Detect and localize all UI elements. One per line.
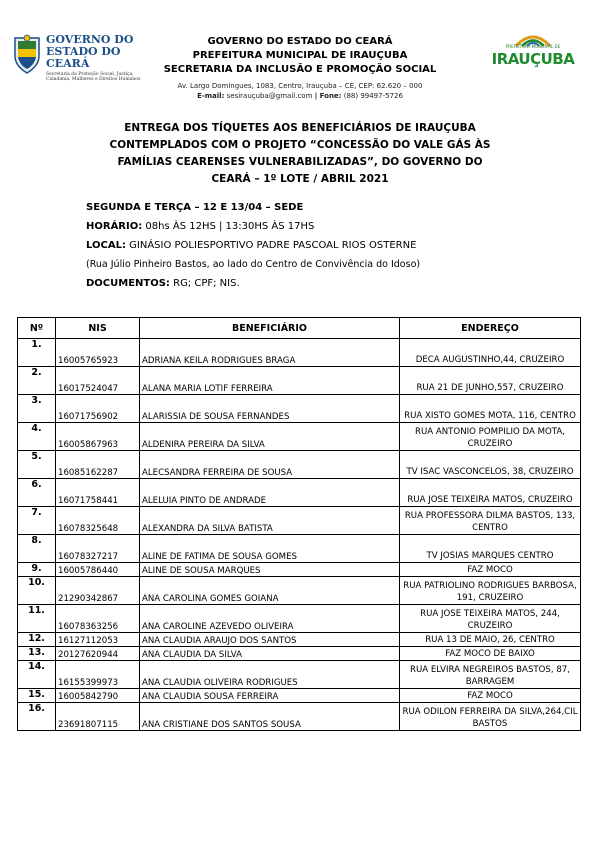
beneficiary-table <box>17 317 581 731</box>
row-number: 7. <box>18 507 56 535</box>
table-row <box>18 395 581 423</box>
row-number: 13. <box>18 647 56 661</box>
documentos-label: DOCUMENTOS: <box>86 278 170 289</box>
local-value: GINÁSIO POLIESPORTIVO PADRE PASCOAL RIOS OSTERNE <box>129 240 417 251</box>
table-row <box>18 703 581 731</box>
row-beneficiario: ALINE DE FATIMA DE SOUSA GOMES <box>140 535 400 563</box>
row-endereco: RUA 13 DE MAIO, 26, CENTRO <box>400 633 581 647</box>
row-endereco: DECA AUGUSTINHO,44, CRUZEIRO <box>400 339 581 367</box>
row-endereco: FAZ MOCO DE BAIXO <box>400 647 581 661</box>
row-number: 2. <box>18 367 56 395</box>
header-line1: GOVERNO DO ESTADO DO CEARÁ <box>207 36 393 47</box>
col-header-nis: NIS <box>56 318 140 339</box>
col-header-endereco: ENDEREÇO <box>400 318 581 339</box>
row-endereco: TV JOSIAS MARQUES CENTRO <box>400 535 581 563</box>
row-endereco: RUA 21 DE JUNHO,557, CRUZEIRO <box>400 367 581 395</box>
row-nis: 16005842790 <box>56 689 140 703</box>
row-nis: 20127620944 <box>56 647 140 661</box>
info-date-text: SEGUNDA E TERÇA – 12 E 13/04 – SEDE <box>86 202 304 213</box>
row-beneficiario: ANA CAROLINA GOMES GOIANA <box>140 577 400 605</box>
row-beneficiario: ALINE DE SOUSA MARQUES <box>140 563 400 577</box>
table-row <box>18 339 581 367</box>
col-header-beneficiario: BENEFICIÁRIO <box>140 318 400 339</box>
row-nis: 16078327217 <box>56 535 140 563</box>
table-row <box>18 535 581 563</box>
phone-value: (88) 99497-5726 <box>343 92 403 100</box>
row-beneficiario: ALEXANDRA DA SILVA BATISTA <box>140 507 400 535</box>
governo-ceara-text <box>46 34 152 82</box>
documentos-value: RG; CPF; NIS. <box>173 278 240 289</box>
header-line3: SECRETARIA DA INCLUSÃO E PROMOÇÃO SOCIAL <box>163 64 437 75</box>
row-number: 15. <box>18 689 56 703</box>
title-line2: CONTEMPLADOS COM O PROJETO “CONCESSÃO DO VALE GÁS ÀS <box>109 139 491 151</box>
row-number: 10. <box>18 577 56 605</box>
table-row <box>18 479 581 507</box>
row-nis: 16155399973 <box>56 661 140 689</box>
info-documentos <box>86 274 240 293</box>
iraucuba-logo <box>486 30 580 74</box>
row-endereco: RUA ODILON FERREIRA DA SILVA,264,CIL BASTOS <box>400 703 581 731</box>
header-contact: E-mail: sesirauçuba@gmail.com | Fone: (88) 99497-5726 <box>197 92 403 100</box>
row-number: 1. <box>18 339 56 367</box>
row-nis: 16071756902 <box>56 395 140 423</box>
row-number: 3. <box>18 395 56 423</box>
row-beneficiario: ALELUIA PINTO DE ANDRADE <box>140 479 400 507</box>
row-number: 4. <box>18 423 56 451</box>
table-row <box>18 563 581 577</box>
row-nis: 16005765923 <box>56 339 140 367</box>
row-nis: 21290342867 <box>56 577 140 605</box>
row-beneficiario: ALDENIRA PEREIRA DA SILVA <box>140 423 400 451</box>
ceara-crest-icon <box>12 34 42 74</box>
info-local-address: (Rua Júlio Pinheiro Bastos, ao lado do Centro de Convivência do Idoso) <box>86 259 421 270</box>
row-number: 16. <box>18 703 56 731</box>
horario-label: HORÁRIO: <box>86 221 143 232</box>
row-beneficiario: ANA CLAUDIA OLIVEIRA RODRIGUES <box>140 661 400 689</box>
row-endereco: TV ISAC VASCONCELOS, 38, CRUZEIRO <box>400 451 581 479</box>
table-row <box>18 367 581 395</box>
row-endereco: RUA ELVIRA NEGREIROS BASTOS, 87, BARRAGEM <box>400 661 581 689</box>
table-row <box>18 661 581 689</box>
email-value: sesirauçuba@gmail.com <box>226 92 313 100</box>
email-label: E-mail: <box>197 92 225 100</box>
row-nis: 16085162287 <box>56 451 140 479</box>
table-row <box>18 689 581 703</box>
row-nis: 16078363256 <box>56 605 140 633</box>
iraucuba-logo-name: IRAUÇUBA <box>491 50 575 68</box>
governo-ceara-logo <box>12 30 152 82</box>
row-nis: 16005867963 <box>56 423 140 451</box>
row-beneficiario: ANA CAROLINE AZEVEDO OLIVEIRA <box>140 605 400 633</box>
row-endereco: RUA PATRIOLINO RODRIGUES BARBOSA, 191, CRUZEIRO <box>400 577 581 605</box>
row-number: 5. <box>18 451 56 479</box>
row-beneficiario: ANA CRISTIANE DOS SANTOS SOUSA <box>140 703 400 731</box>
table-header-row <box>18 318 581 339</box>
row-beneficiario: ALARISSIA DE SOUSA FERNANDES <box>140 395 400 423</box>
row-endereco: RUA JOSE TEIXEIRA MATOS, 244, CRUZEIRO <box>400 605 581 633</box>
row-endereco: FAZ MOCO <box>400 689 581 703</box>
row-number: 6. <box>18 479 56 507</box>
iraucuba-logo-caption: PREFEITURA MUNICIPAL DE <box>505 44 561 49</box>
row-beneficiario: ALECSANDRA FERREIRA DE SOUSA <box>140 451 400 479</box>
row-nis: 16078325648 <box>56 507 140 535</box>
row-number: 8. <box>18 535 56 563</box>
row-nis: 23691807115 <box>56 703 140 731</box>
table-row <box>18 647 581 661</box>
row-number: 14. <box>18 661 56 689</box>
table-row <box>18 633 581 647</box>
header-address: Av. Largo Domingues, 1083, Centro, Irauçuba – CE, CEP: 62.620 – 000 <box>177 82 423 90</box>
row-endereco: FAZ MOCO <box>400 563 581 577</box>
row-nis: 16005786440 <box>56 563 140 577</box>
row-number: 12. <box>18 633 56 647</box>
local-label: LOCAL: <box>86 240 126 251</box>
table-row <box>18 423 581 451</box>
row-number: 11. <box>18 605 56 633</box>
title-line1: ENTREGA DOS TÍQUETES AOS BENEFICIÁRIOS DE IRAUÇUBA <box>124 122 476 134</box>
title-line4: CEARÁ – 1º LOTE / ABRIL 2021 <box>211 173 389 185</box>
logo-left-line3: Secretaria da Proteção Social, Justiça, Cidadania, Mulheres e Direitos Humanos <box>46 72 141 82</box>
row-endereco: RUA XISTO GOMES MOTA, 116, CENTRO <box>400 395 581 423</box>
info-date <box>86 198 303 217</box>
row-endereco: RUA JOSE TEIXEIRA MATOS, CRUZEIRO <box>400 479 581 507</box>
row-beneficiario: ADRIANA KEILA RODRIGUES BRAGA <box>140 339 400 367</box>
info-horario <box>86 217 314 236</box>
info-local <box>86 236 416 255</box>
logo-left-line2: ESTADO DO CEARÁ <box>46 45 121 70</box>
row-nis: 16071758441 <box>56 479 140 507</box>
row-beneficiario: ANA CLAUDIA ARAUJO DOS SANTOS <box>140 633 400 647</box>
row-beneficiario: ANA CLAUDIA SOUSA FERREIRA <box>140 689 400 703</box>
logo-left-line1: GOVERNO DO <box>46 33 134 46</box>
col-header-number: Nº <box>18 318 56 339</box>
row-endereco: RUA PROFESSORA DILMA BASTOS, 133, CENTRO <box>400 507 581 535</box>
row-nis: 16127112053 <box>56 633 140 647</box>
header-line2: PREFEITURA MUNICIPAL DE IRAUÇUBA <box>192 50 408 61</box>
row-beneficiario: ALANA MARIA LOTIF FERREIRA <box>140 367 400 395</box>
horario-value: 08hs ÀS 12HS | 13:30HS ÀS 17HS <box>145 221 315 232</box>
table-row <box>18 577 581 605</box>
table-row <box>18 605 581 633</box>
phone-label: Fone: <box>319 92 342 100</box>
table-body <box>18 339 581 731</box>
title-line3: FAMÍLIAS CEARENSES VULNERABILIZADAS”, DO GOVERNO DO <box>117 156 483 168</box>
table-row <box>18 451 581 479</box>
row-endereco: RUA ANTONIO POMPILIO DA MOTA, CRUZEIRO <box>400 423 581 451</box>
row-beneficiario: ANA CLAUDIA DA SILVA <box>140 647 400 661</box>
row-nis: 16017524047 <box>56 367 140 395</box>
row-number: 9. <box>18 563 56 577</box>
table-row <box>18 507 581 535</box>
